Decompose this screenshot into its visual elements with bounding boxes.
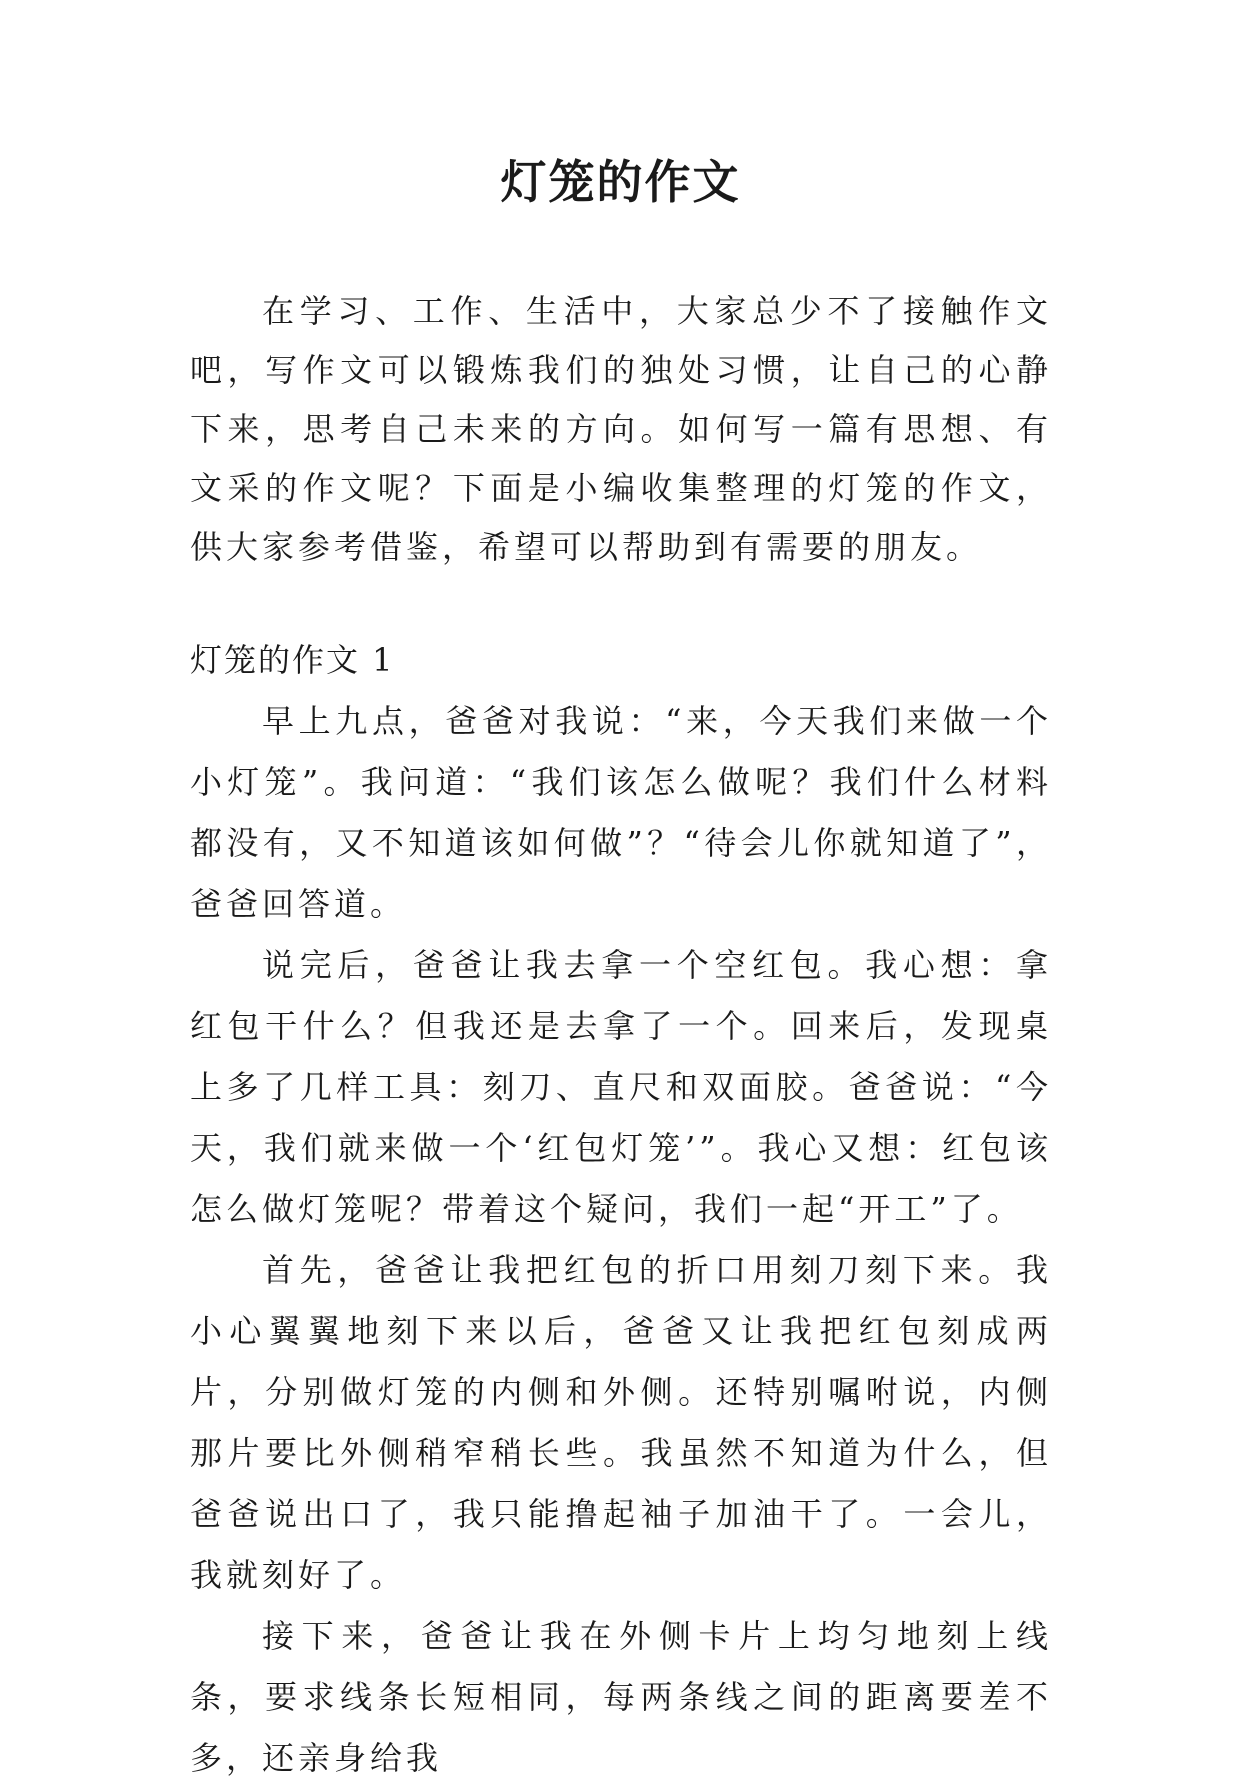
section-heading: 灯笼的作文 1 xyxy=(190,641,395,679)
intro-paragraph: 在学习、工作、生活中，大家总少不了接触作文吧，写作文可以锻炼我们的独处习惯，让自己的心静下来，思考自己未来的方向。如何写一篇有思想、有文采的作文呢？下面是小编收集整理的灯笼的作文，供大家参考借鉴，希望可以帮助到有需要的朋友。 xyxy=(190,292,1052,566)
document-title: 灯笼的作文 xyxy=(500,155,741,209)
body-paragraph-1: 早上九点，爸爸对我说：“来，今天我们来做一个小灯笼”。我问道：“我们该怎么做呢？我们什么材料都没有，又不知道该如何做”？“待会儿你就知道了”，爸爸回答道。 xyxy=(190,702,1052,923)
body-paragraph-4: 接下来，爸爸让我在外侧卡片上均匀地刻上线条，要求线条长短相同，每两条线之间的距离要差不多，还亲身给我 xyxy=(190,1617,1052,1777)
document-body xyxy=(190,282,1052,1789)
body-paragraph-3: 首先，爸爸让我把红包的折口用刻刀刻下来。我小心翼翼地刻下来以后，爸爸又让我把红包刻成两片，分别做灯笼的内侧和外侧。还特别嘱咐说，内侧那片要比外侧稍窄稍长些。我虽然不知道为什么，但爸爸说出口了，我只能撸起袖子加油干了。一会儿，我就刻好了。 xyxy=(190,1251,1052,1594)
body-paragraph-2: 说完后，爸爸让我去拿一个空红包。我心想：拿红包干什么？但我还是去拿了一个。回来后，发现桌上多了几样工具：刻刀、直尺和双面胶。爸爸说：“今天，我们就来做一个‘红包灯笼’”。我心又想：红包该怎么做灯笼呢？带着这个疑问，我们一起“开工”了。 xyxy=(190,946,1052,1228)
